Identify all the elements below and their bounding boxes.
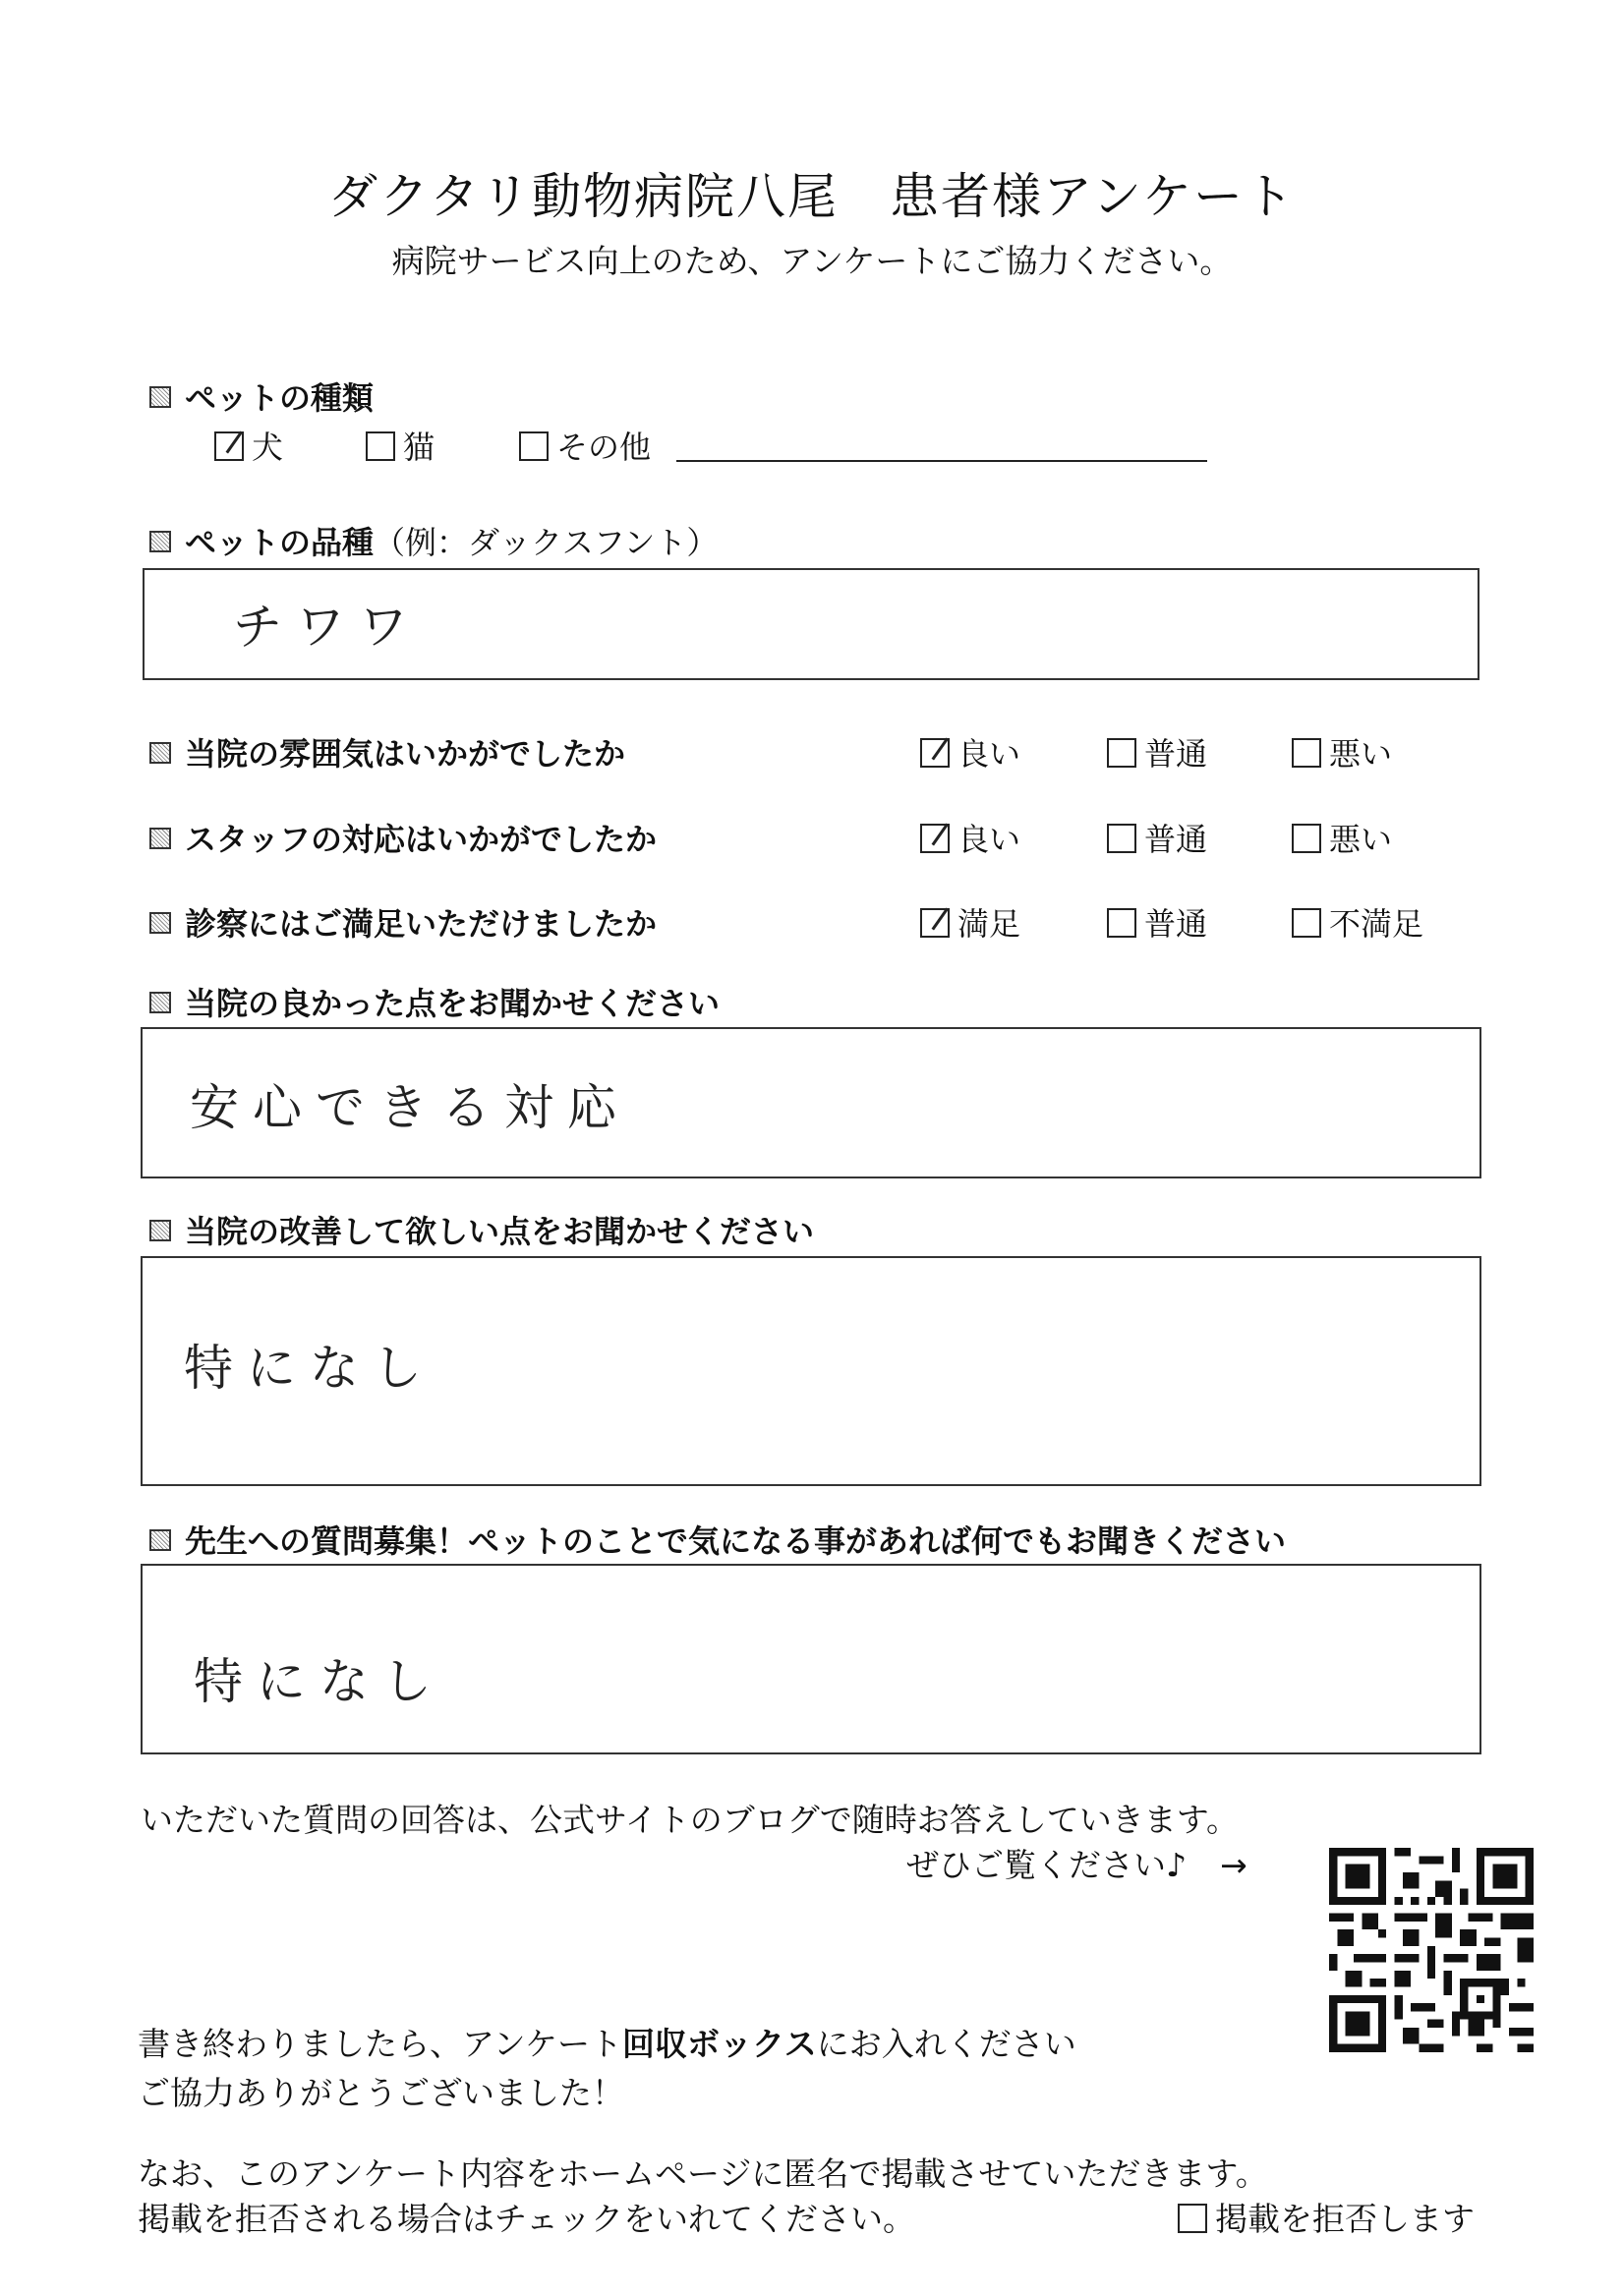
atmosphere-option-bad[interactable] <box>1292 729 1392 775</box>
checkbox-icon[interactable] <box>1292 738 1321 768</box>
question-good-points <box>149 979 720 1024</box>
option-label: 満足 <box>957 905 1021 943</box>
bullet-icon <box>149 386 171 408</box>
collect-note <box>138 2019 1076 2065</box>
improvements-answer-box[interactable] <box>141 1256 1481 1486</box>
breed-answer: チワワ <box>233 599 422 656</box>
collect-post: にお入れください <box>816 2025 1076 2063</box>
question-atmosphere <box>149 729 625 775</box>
checkbox-checked-icon[interactable] <box>920 824 950 853</box>
atmosphere-option-good[interactable] <box>920 729 1020 775</box>
qr-code-icon[interactable] <box>1329 1848 1534 2052</box>
refuse-label: 掲載を拒否します <box>1215 2200 1475 2238</box>
question-label: 当院の雰囲気はいかがでしたか <box>185 735 626 773</box>
bullet-icon <box>149 828 171 849</box>
checkbox-icon[interactable] <box>1292 824 1321 853</box>
checkbox-icon[interactable] <box>519 431 549 461</box>
doctor-questions-answer-box[interactable] <box>141 1564 1481 1754</box>
arrow-right-icon: → <box>1220 1846 1247 1884</box>
question-label: ペットの種類 <box>185 379 375 417</box>
question-pet-type <box>149 373 374 419</box>
option-label: その他 <box>556 429 652 466</box>
refuse-note: 掲載を拒否される場合はチェックをいれてください。 <box>138 2200 916 2238</box>
question-hint: （例：ダックスフント） <box>374 524 719 561</box>
checkbox-checked-icon[interactable] <box>214 431 244 461</box>
question-doctor <box>149 1517 1286 1562</box>
option-label: 犬 <box>252 429 284 466</box>
checkbox-checked-icon[interactable] <box>920 908 950 938</box>
question-label: 診察にはご満足いただけましたか <box>185 905 658 943</box>
doctor-questions-answer: 特になし <box>194 1653 445 1710</box>
survey-title: ダクタリ動物病院八尾 患者様アンケート <box>328 168 1296 225</box>
collect-pre: 書き終わりましたら、アンケート <box>138 2025 623 2063</box>
option-label: 不満足 <box>1329 905 1424 943</box>
bullet-icon <box>149 1220 171 1241</box>
option-label: 猫 <box>403 429 435 466</box>
option-label: 良い <box>957 821 1021 858</box>
option-label: 悪い <box>1329 821 1393 858</box>
checkbox-icon[interactable] <box>1292 908 1321 938</box>
see-note-text: ぜひご覧ください♪ <box>906 1846 1188 1884</box>
collect-box-label: 回収ボックス <box>622 2025 817 2063</box>
answer-note: いただいた質問の回答は、公式サイトのブログで随時お答えしていきます。 <box>141 1801 1240 1839</box>
checkbox-icon[interactable] <box>366 431 395 461</box>
staff-option-bad[interactable] <box>1292 815 1392 860</box>
publish-note: なお、このアンケート内容をホームページに匿名で掲載させていただきます。 <box>138 2154 1268 2193</box>
improvements-answer: 特になし <box>184 1340 435 1397</box>
question-label: ペットの品種 <box>185 524 375 561</box>
question-label: 当院の改善して欲しい点をお聞かせください <box>185 1213 815 1250</box>
checkbox-icon[interactable] <box>1107 824 1136 853</box>
other-input-line[interactable] <box>676 460 1207 462</box>
staff-option-good[interactable] <box>920 815 1020 860</box>
breed-answer-box[interactable] <box>143 568 1479 680</box>
option-label: 悪い <box>1329 735 1393 773</box>
checkbox-icon[interactable] <box>1178 2204 1207 2233</box>
bullet-icon <box>149 742 171 764</box>
option-label: 普通 <box>1144 905 1208 943</box>
see-note <box>906 1840 1247 1886</box>
option-other[interactable] <box>519 423 651 468</box>
atmosphere-option-normal[interactable] <box>1107 729 1207 775</box>
option-label: 普通 <box>1144 735 1208 773</box>
checkbox-checked-icon[interactable] <box>920 738 950 768</box>
question-staff <box>149 815 657 860</box>
bullet-icon <box>149 992 171 1013</box>
exam-option-normal[interactable] <box>1107 899 1207 945</box>
question-label: スタッフの対応はいかがでしたか <box>185 821 658 858</box>
survey-subtitle: 病院サービス向上のため、アンケートにご協力ください。 <box>391 242 1233 280</box>
option-label: 普通 <box>1144 821 1208 858</box>
good-points-answer: 安心できる対応 <box>190 1079 630 1136</box>
option-cat[interactable] <box>366 423 435 468</box>
exam-option-unsatisfied[interactable] <box>1292 899 1423 945</box>
checkbox-icon[interactable] <box>1107 738 1136 768</box>
question-label: 先生への質問募集！ペットのことで気になる事があれば何でもお聞きください <box>185 1522 1287 1560</box>
question-label: 当院の良かった点をお聞かせください <box>185 985 721 1022</box>
exam-option-satisfied[interactable] <box>920 899 1020 945</box>
question-examination <box>149 899 657 945</box>
good-points-answer-box[interactable] <box>141 1027 1481 1178</box>
bullet-icon <box>149 531 171 552</box>
question-improvements <box>149 1207 814 1252</box>
question-breed <box>149 518 718 563</box>
option-dog[interactable] <box>214 423 283 468</box>
thanks-note: ご協力ありがとうございました！ <box>138 2074 624 2112</box>
bullet-icon <box>149 1529 171 1551</box>
checkbox-icon[interactable] <box>1107 908 1136 938</box>
staff-option-normal[interactable] <box>1107 815 1207 860</box>
bullet-icon <box>149 912 171 934</box>
option-label: 良い <box>957 735 1021 773</box>
refuse-publication-option[interactable] <box>1178 2194 1475 2240</box>
